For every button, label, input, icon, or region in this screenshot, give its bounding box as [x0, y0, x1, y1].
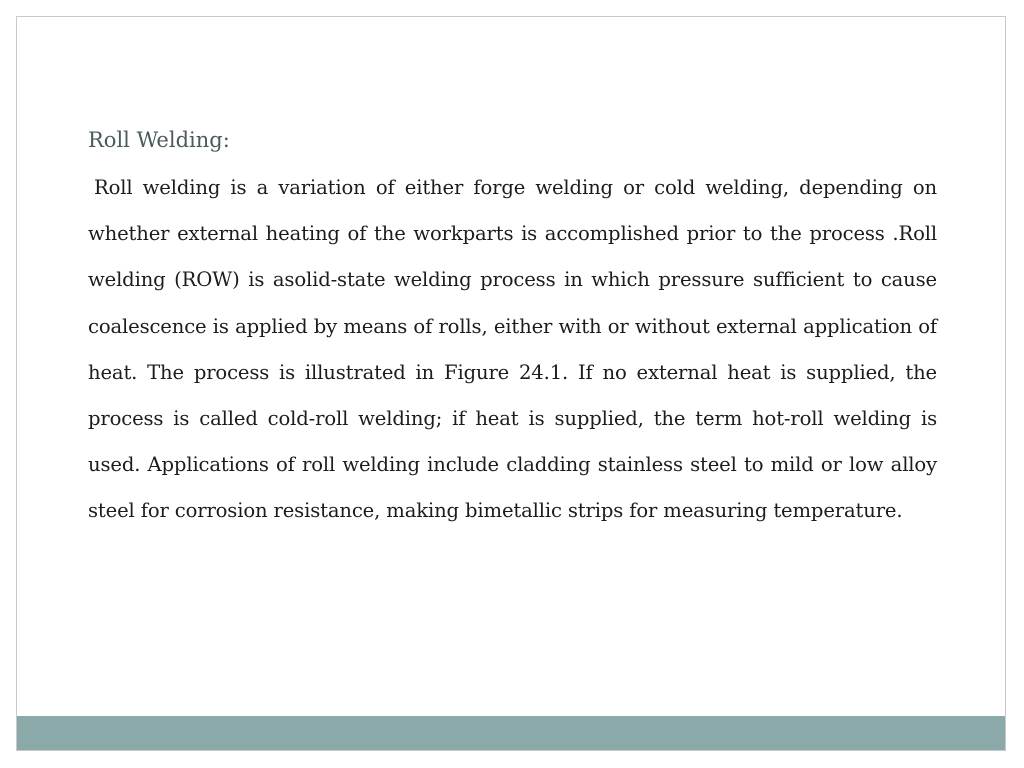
slide-body-text: Roll welding is a variation of either forge welding or cold welding, depending on whether external heating of the workparts is accomplished prior to the process .Roll welding (ROW) is asolid-state welding process in which pressure sufficient to cause coalescence is applied by means of rolls, either with or without external application of heat. The process is illustrated in Figure 24.1. If no external heat is supplied, the process is called cold-roll welding; if heat is supplied, the term hot-roll welding is used. Applications of roll welding include cladding stainless steel to mild or low alloy steel for corrosion resistance, making bimetallic strips for measuring temperature. — [88, 176, 937, 523]
slide-heading: Roll Welding: — [88, 128, 230, 152]
footer-bar — [17, 716, 1005, 750]
